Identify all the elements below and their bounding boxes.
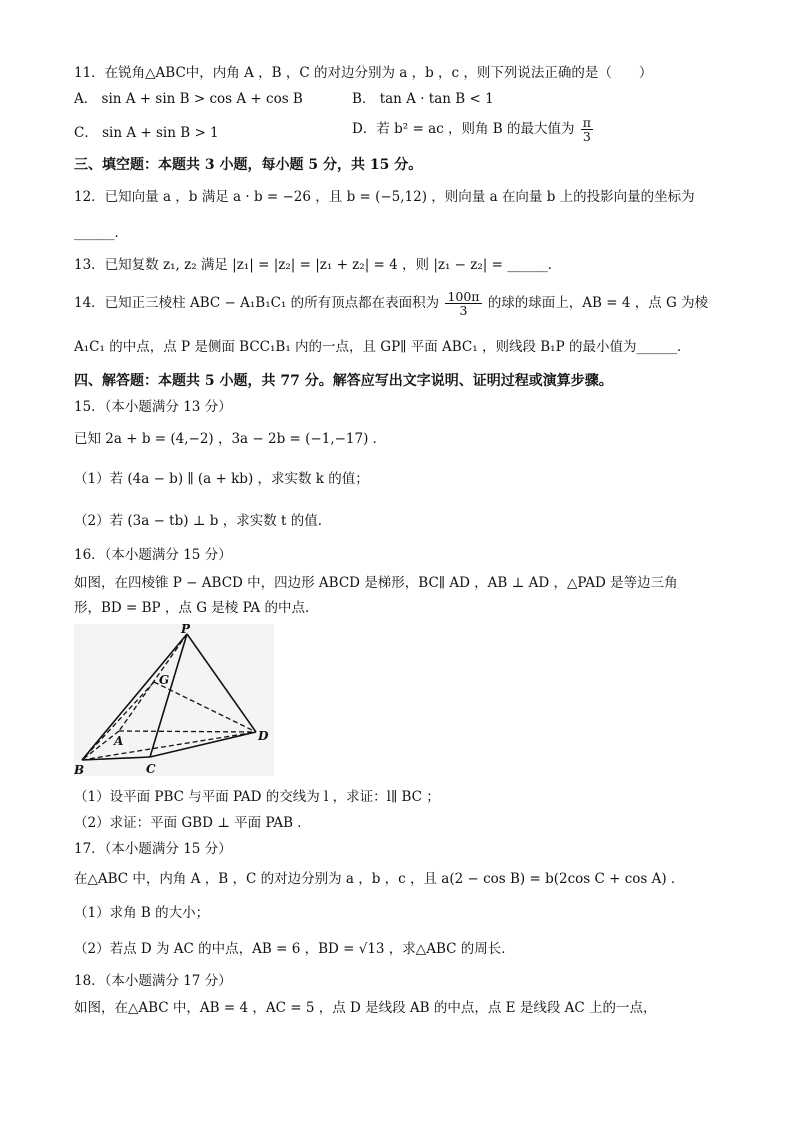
q14-text-pre: 14．已知正三棱柱 ABC − A₁B₁C₁ 的所有顶点都在表面积为 — [74, 295, 440, 311]
vertex-label-p: P — [181, 624, 191, 636]
q16-line-1: 如图，在四棱锥 P − ABCD 中，四边形 ABCD 是梯形，BC∥ AD ，AB ⊥ AD ，△PAD 是等边三角 — [74, 575, 678, 591]
q11-option-d-text: D．若 b² = ac ，则角 B 的最大值为 — [352, 121, 575, 137]
q13-text: 13．已知复数 z₁, z₂ 满足 |z₁| = |z₂| = |z₁ + z₂| = 4 ，则 |z₁ − z₂| = ______． — [74, 257, 562, 273]
q15-part-2: （2）若 (3a − tb) ⊥ b ，求实数 t 的值． — [74, 513, 332, 529]
q16-part-1: （1）设平面 PBC 与平面 PAD 的交线为 l ，求证：l∥ BC ； — [74, 789, 440, 805]
q18-heading: 18．（本小题满分 17 分） — [74, 973, 232, 989]
vertex-label-a: A — [114, 734, 124, 748]
q11-option-a: A． sin A + sin B > cos A + cos B — [74, 91, 303, 107]
q18-given: 如图，在△ABC 中，AB = 4 ，AC = 5 ，点 D 是线段 AB 的中点，点 E 是线段 AC 上的一点， — [74, 1000, 657, 1016]
fraction-numerator: 100π — [447, 289, 480, 304]
edge-pb — [82, 634, 187, 760]
q17-given: 在△ABC 中，内角 A ，B ，C 的对边分别为 a ，b ，c ，且 a(2 − cos B) = b(2cos C + cos A) ． — [74, 871, 685, 887]
section-3-title: 三、填空题：本题共 3 小题，每小题 5 分，共 15 分。 — [74, 157, 423, 173]
pyramid-diagram — [74, 624, 274, 776]
edge-gb-hidden — [82, 682, 154, 760]
q16-part-2: （2）求证：平面 GBD ⊥ 平面 PAB ． — [74, 815, 311, 831]
q16-line-2: 形，BD = BP ，点 G 是棱 PA 的中点． — [74, 600, 319, 616]
q17-part-1: （1）求角 B 的大小； — [74, 905, 210, 921]
edge-pc — [150, 634, 187, 757]
vertex-label-d: D — [258, 729, 269, 743]
q11-option-c: C． sin A + sin B > 1 — [74, 125, 219, 141]
fraction-numerator: π — [582, 115, 591, 130]
q14-line-2: A₁C₁ 的中点，点 P 是侧面 BCC₁B₁ 内的一点，且 GP∥ 平面 ABC₁ ，则线段 B₁P 的最小值为______． — [74, 339, 691, 355]
q14-fraction — [445, 290, 481, 317]
vertex-label-g: G — [159, 673, 170, 687]
q11-stem: 11．在锐角△ABC中，内角 A ，B ，C 的对边分别为 a ，b ，c ，则下列说法正确的是（ ） — [74, 65, 653, 81]
q14-line-1 — [74, 290, 708, 317]
vertex-label-b: B — [74, 763, 85, 776]
section-4-title: 四、解答题：本题共 5 小题，共 77 分。解答应写出文字说明、证明过程或演算步骤。 — [74, 373, 613, 389]
q12-answer-blank: ______． — [74, 225, 128, 241]
q17-part-2: （2）若点 D 为 AC 的中点，AB = 6 ，BD = √13 ，求△ABC 的周长． — [74, 941, 515, 957]
q17-heading: 17．（本小题满分 15 分） — [74, 841, 232, 857]
edge-gd-hidden — [154, 682, 256, 732]
q11-option-d-fraction — [581, 116, 593, 143]
fraction-denominator: 3 — [582, 129, 591, 144]
q15-heading: 15．（本小题满分 13 分） — [74, 399, 232, 415]
q12-line-1: 12．已知向量 a ，b 满足 a · b = −26 ，且 b = (−5,12) ，则向量 a 在向量 b 上的投影向量的坐标为 — [74, 189, 695, 205]
edge-cd — [150, 732, 256, 757]
fraction-denominator: 3 — [459, 303, 468, 318]
q15-given: 已知 2a + b = (4,−2) ，3a − 2b = (−1,−17) ． — [74, 431, 387, 447]
vertex-label-c: C — [146, 762, 156, 776]
q14-text-post: 的球的球面上，AB = 4 ，点 G 为棱 — [487, 295, 709, 311]
edge-pd — [187, 634, 256, 732]
q16-heading: 16．（本小题满分 15 分） — [74, 547, 232, 563]
edge-bd-hidden — [82, 732, 256, 760]
q15-part-1: （1）若 (4a − b) ∥ (a + kb) ，求实数 k 的值； — [74, 471, 369, 487]
edge-ad-hidden — [119, 731, 256, 732]
q11-option-d — [352, 116, 595, 143]
q11-option-b: B． tan A · tan B < 1 — [352, 91, 494, 107]
pyramid-figure — [74, 624, 274, 776]
